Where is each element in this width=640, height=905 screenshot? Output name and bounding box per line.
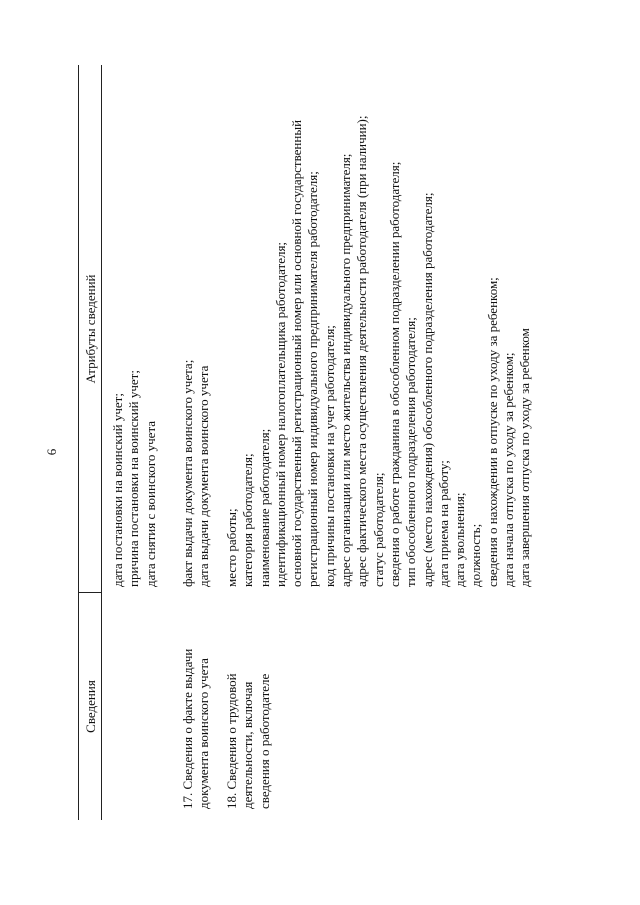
label-line: сведения о работодателе (256, 673, 272, 809)
attribute-line: регистрационный номер индивидуального предпринимателя работодателя; (305, 171, 321, 587)
attribute-line: дата снятия с воинского учета (142, 420, 158, 587)
attribute-line: категория работодателя; (240, 453, 256, 587)
attribute-line: статус работодателя; (370, 472, 386, 587)
row-17-label (180, 604, 213, 809)
attribute-line: причина постановки на воинский учет; (126, 370, 142, 587)
label-line: 17. Сведения о факте выдачи (180, 648, 195, 809)
attribute-line: дата выдачи документа воинского учета (196, 365, 212, 587)
attribute-line: сведения о работе гражданина в обособленном подразделении работодателя; (386, 161, 402, 587)
attribute-line: тип обособленного подразделения работодателя; (403, 317, 419, 587)
label-line: документа воинского учета (196, 658, 212, 809)
attribute-line: адрес (место нахождения) обособленного подразделения работодателя; (419, 192, 435, 587)
attribute-line: код причины постановки на учет работодателя; (321, 325, 337, 587)
table-header-border (101, 65, 102, 820)
attribute-line: сведения о нахождении в отпуске по уходу за ребенком; (484, 277, 500, 587)
attribute-line: адрес фактического места осуществления деятельности работодателя (при наличии); (354, 115, 370, 587)
continuation-attributes (110, 0, 159, 587)
header-attributes: Атрибуты сведений (83, 274, 98, 384)
attribute-line: наименование работодателя; (256, 428, 272, 587)
attribute-line: дата постановки на воинский учет; (110, 393, 125, 587)
attribute-line: место работы; (224, 508, 239, 587)
attribute-line: основной государственный регистрационный номер или основной государственный (289, 119, 305, 587)
attribute-line: дата завершения отпуска по уходу за ребенком (517, 328, 533, 587)
table-top-border (78, 65, 79, 820)
attribute-line: адрес организации или место жительства индивидуального предпринимателя; (338, 153, 354, 587)
label-line: деятельности, включая (240, 681, 256, 809)
header-info: Сведения (83, 680, 98, 733)
attribute-line: дата начала отпуска по уходу за ребенком; (501, 352, 517, 587)
row-18-label (224, 604, 273, 809)
attribute-line: дата приема на работу; (435, 460, 451, 587)
row-17-attributes (180, 0, 213, 587)
attribute-line: дата увольнения; (452, 492, 468, 587)
attribute-line: идентификационный номер налогоплательщика работодателя; (272, 241, 288, 587)
label-line: 18. Сведения о трудовой (224, 673, 239, 809)
attribute-line: должность; (468, 523, 484, 587)
attribute-line: факт выдачи документа воинского учета; (180, 359, 195, 587)
page-number: 6 (44, 448, 59, 456)
row-18-attributes (224, 0, 534, 587)
